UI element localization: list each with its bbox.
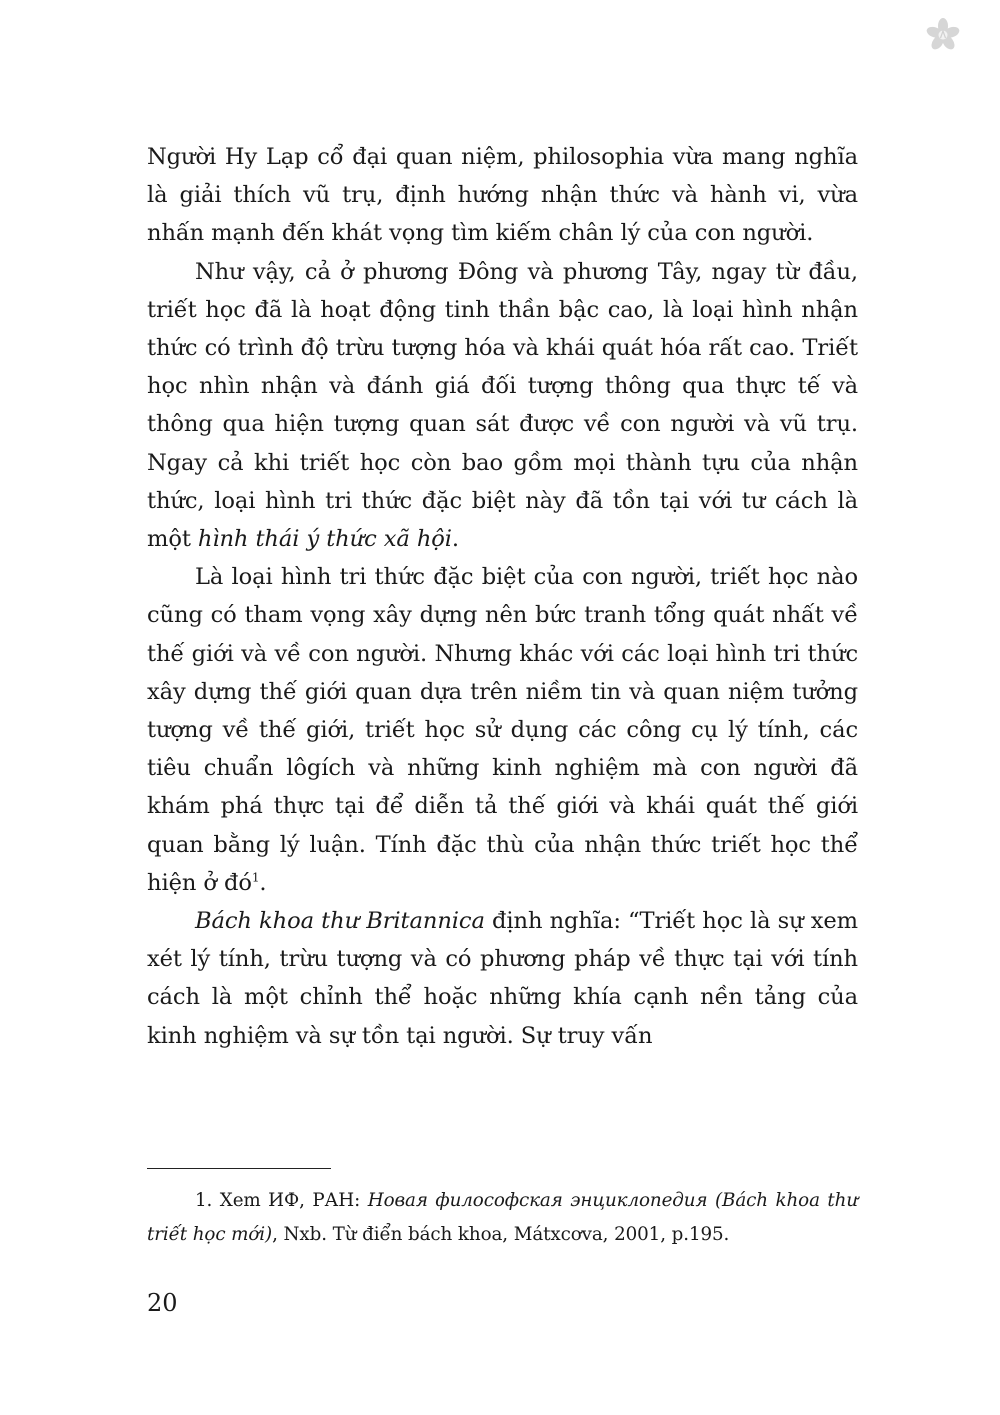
paragraph-3: Là loại hình tri thức đặc biệt của con người, triết học nào cũng có tham vọng xây dựng nên bức tranh tổng quát nhất về thế giới và về con người. Nhưng khác với các loại hình tri thức xây dựng thế giới quan dựa trên niềm tin và quan niệm tưởng tượng về thế giới, triết học sử dụng các công cụ lý tính, các tiêu chuẩn lôgích và những kinh nghiệm mà con người đã khám phá thực tại để diễn tả thế giới và khái quát thế giới quan bằng lý luận. Tính đặc thù của nhận thức triết học thể hiện ở $đó^1$. bbox=[147, 564, 858, 896]
body-text bbox=[147, 138, 858, 1055]
flower-logo-icon bbox=[926, 18, 960, 52]
page-number: 20 bbox=[147, 1289, 178, 1317]
footnote-reference[interactable]: 1 bbox=[251, 870, 260, 885]
footnote: 1. Xem ИФ, РАН: Новая философская энциклопедия (Bách khoa thư triết học mới), Nxb. Từ điển bách khoa, Mátxcơva, 2001, p.195. bbox=[147, 1190, 858, 1245]
italic-term: hình thái ý thức xã hội bbox=[197, 526, 452, 553]
footnote-italic-title: Новая философская энциклопедия (Bách khoa thư triết học mới) bbox=[147, 1190, 858, 1245]
paragraph-1: Người Hy Lạp cổ đại quan niệm, philosophia vừa mang nghĩa là giải thích vũ trụ, định hướng nhận thức và hành vi, vừa nhấn mạnh đến khát vọng tìm kiếm chân lý của con người. bbox=[147, 144, 858, 247]
italic-title: Bách khoa thư Britannica bbox=[195, 908, 485, 935]
paragraph-2: Như vậy, cả ở phương Đông và phương Tây, ngay từ đầu, triết học đã là hoạt động tinh thần bậc cao, là loại hình nhận thức có trình độ trừu tượng hóa và khái quát hóa rất cao. Triết học nhìn nhận và đánh giá đối tượng thông qua thực tế và thông qua hiện tượng quan sát được về con người và vũ trụ. Ngay cả khi triết học còn bao gồm mọi thành tựu của nhận thức, loại hình tri thức đặc biệt này đã tồn tại với tư cách là một hình thái ý thức xã hội. bbox=[147, 258, 858, 553]
paragraph-4: Bách khoa thư Britannica định nghĩa: “Triết học là sự xem xét lý tính, trừu tượng và có phương pháp về thực tại với tính cách là một chỉnh thể hoặc những khía cạnh nền tảng của kinh nghiệm và sự tồn tại người. Sự truy vấn bbox=[147, 908, 858, 1049]
footnote-number: 1. bbox=[195, 1190, 220, 1211]
footnote-divider bbox=[147, 1168, 331, 1169]
